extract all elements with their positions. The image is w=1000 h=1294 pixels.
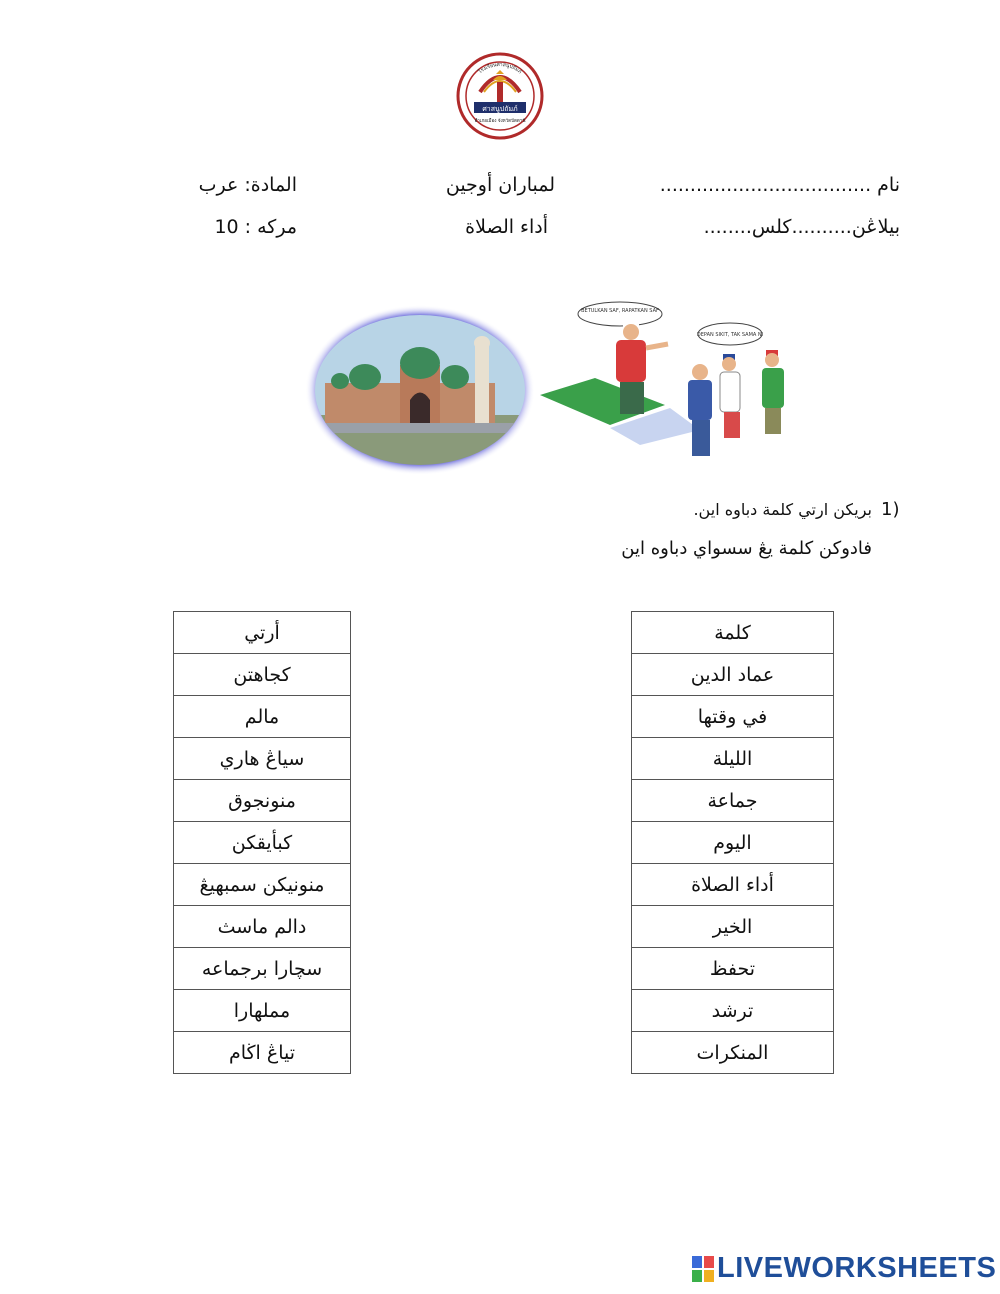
liveworksheets-brand [692, 1252, 996, 1285]
meaning-row-cell[interactable]: سياڠ هاري [174, 738, 351, 780]
meaning-row [174, 696, 351, 738]
word-row [632, 864, 834, 906]
meaning-row [174, 990, 351, 1032]
meaning-row-cell[interactable]: دالم ماسث [174, 906, 351, 948]
meaning-row [174, 780, 351, 822]
meaning-row [174, 948, 351, 990]
meaning-row-cell[interactable]: تياڠ اڬام [174, 1032, 351, 1074]
speech-bubble-1 [578, 302, 662, 326]
word-row-cell[interactable]: اليوم [632, 822, 834, 864]
word-row-cell[interactable]: ترشد [632, 990, 834, 1032]
meaning-row-cell[interactable]: منونجوق [174, 780, 351, 822]
logo-bottom-text: อำเภอเมือง จังหวัดปัตตานี [474, 119, 526, 124]
word-row-cell[interactable]: جماعة [632, 780, 834, 822]
meaning-row [174, 906, 351, 948]
instruction-line-2: فادوكن كلمة يڠ سسواي دباوه اين [621, 538, 872, 559]
topic-title: أداء الصلاة [465, 216, 548, 238]
meaning-row-cell[interactable]: أرتي [174, 612, 351, 654]
meaning-row [174, 654, 351, 696]
instruction-line-1: بريكن ارتي كلمة دباوه اين. [693, 500, 872, 519]
meaning-row-cell[interactable]: كبأيقكن [174, 822, 351, 864]
meaning-row-cell[interactable]: سچارا برجماعه [174, 948, 351, 990]
meaning-row [174, 612, 351, 654]
meaning-row [174, 864, 351, 906]
prayer-cartoon [540, 300, 790, 468]
word-row [632, 612, 834, 654]
word-row-cell[interactable]: الليلة [632, 738, 834, 780]
meaning-row [174, 738, 351, 780]
word-row [632, 822, 834, 864]
word-row [632, 906, 834, 948]
word-table [631, 611, 834, 1074]
svg-text:BETULKAN SAF, RAPATKAN SAF: BETULKAN SAF, RAPATKAN SAF [581, 308, 659, 314]
word-row-cell[interactable]: عماد الدين [632, 654, 834, 696]
svg-text:DEPAN SIKIT, TAK SAMA NI: DEPAN SIKIT, TAK SAMA NI [696, 332, 764, 338]
word-row-cell[interactable]: تحفظ [632, 948, 834, 990]
mosque-image [305, 305, 535, 475]
logo-name-text: ศาสนูปถัมภ์ [482, 105, 518, 113]
marks-label: مركه : 10 [214, 216, 297, 238]
subject-label: المادة: عرب [198, 174, 297, 196]
question-number: 1) [881, 499, 900, 520]
name-field[interactable]: نام ................................... [659, 174, 900, 196]
meaning-row-cell[interactable]: مملهارا [174, 990, 351, 1032]
word-row [632, 1032, 834, 1074]
meaning-row-cell[interactable]: كجاهتن [174, 654, 351, 696]
brand-icon [692, 1256, 714, 1282]
speech-bubble-2 [697, 323, 763, 345]
word-row [632, 696, 834, 738]
word-row [632, 738, 834, 780]
word-row-cell[interactable]: الخير [632, 906, 834, 948]
word-row [632, 948, 834, 990]
teacher-name: لمباران أوجين [445, 174, 555, 196]
word-row-cell[interactable]: أداء الصلاة [632, 864, 834, 906]
word-row-cell[interactable]: في وقتها [632, 696, 834, 738]
class-field[interactable]: بيلاڠن..........كلس........ [703, 216, 900, 238]
word-row [632, 654, 834, 696]
word-row-cell[interactable]: كلمة [632, 612, 834, 654]
word-row [632, 780, 834, 822]
meaning-row-cell[interactable]: منونيكن سمبهيڠ [174, 864, 351, 906]
meaning-row-cell[interactable]: مالم [174, 696, 351, 738]
logo-top-text: โรงเรียนศาสนูปถัมภ์ [477, 61, 523, 76]
meaning-row [174, 822, 351, 864]
word-row-cell[interactable]: المنكرات [632, 1032, 834, 1074]
meaning-row [174, 1032, 351, 1074]
meaning-table [173, 611, 351, 1074]
word-row [632, 990, 834, 1032]
school-logo [456, 52, 544, 140]
brand-text: LIVEWORKSHEETS [717, 1252, 997, 1284]
